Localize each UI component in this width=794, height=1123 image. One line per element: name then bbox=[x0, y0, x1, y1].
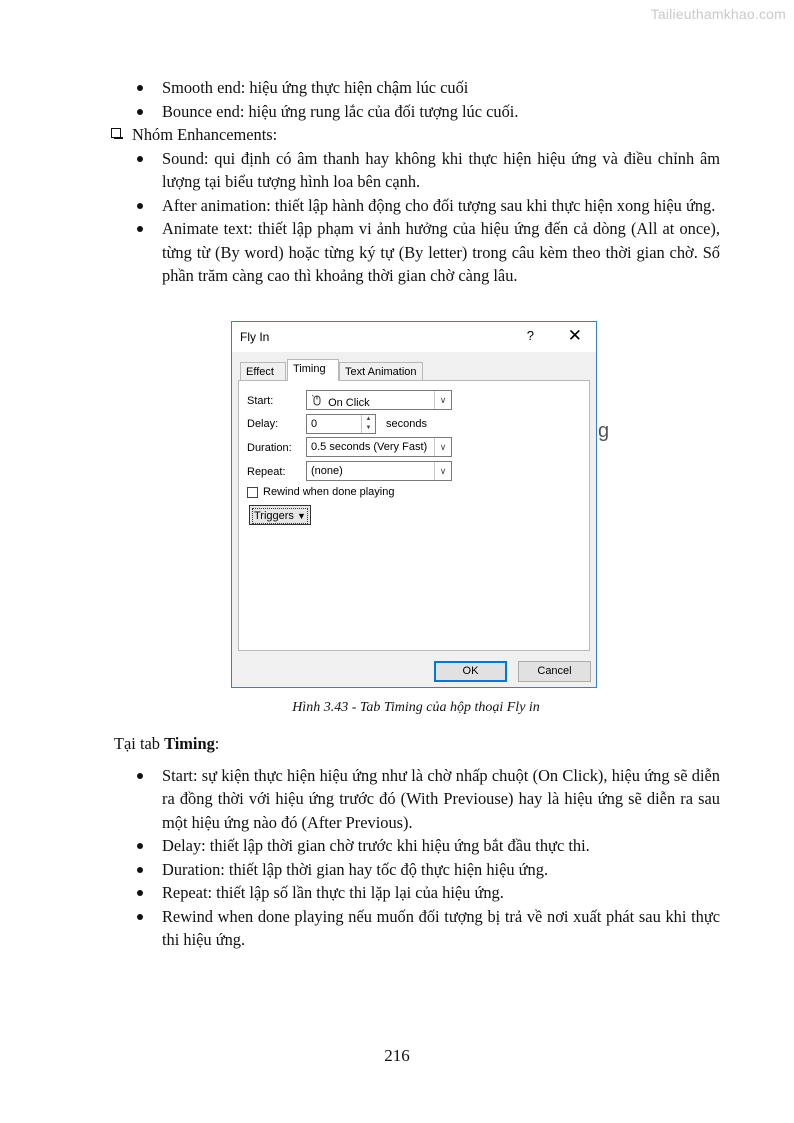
duration-select[interactable] bbox=[306, 437, 452, 457]
timing-intro-prefix: Tại tab bbox=[114, 734, 165, 753]
section-heading-text: Nhóm Enhancements: bbox=[132, 125, 278, 144]
dialog-title: Fly In bbox=[240, 330, 270, 344]
list-item: Delay: thiết lập thời gian chờ trước khi hiệu ứng bắt đầu thực thi. bbox=[110, 834, 720, 858]
list-item: Start: sự kiện thực hiện hiệu ứng như là chờ nhấp chuột (On Click), hiệu ứng sẽ diễn ra đồng thời với hiệu ứng trước đó (With Previouse) hay là hiệu ứng sẽ diễn ra sau một hiệu ứng nào đó (After Previous). bbox=[110, 764, 720, 835]
figure-caption: Hình 3.43 - Tab Timing của hộp thoại Fly in bbox=[292, 700, 540, 715]
delay-spinner[interactable] bbox=[306, 414, 376, 434]
list-item: After animation: thiết lập hành động cho đối tượng sau khi thực hiện xong hiệu ứng. bbox=[110, 194, 720, 218]
timing-section bbox=[114, 732, 720, 952]
chevron-down-icon[interactable]: ∨ bbox=[434, 438, 451, 456]
start-value bbox=[311, 394, 370, 409]
start-select[interactable] bbox=[306, 390, 452, 410]
start-label: Start: bbox=[247, 395, 274, 407]
tab-timing[interactable]: Timing bbox=[287, 359, 339, 381]
repeat-select[interactable] bbox=[306, 461, 452, 481]
delay-label: Delay: bbox=[247, 418, 279, 430]
list-item: Rewind when done playing nếu muốn đối tượng bị trả về nơi xuất phát sau khi thực thi hiệu ứng. bbox=[110, 905, 720, 952]
duration-value: 0.5 seconds (Very Fast) bbox=[311, 441, 428, 453]
list-item: Animate text: thiết lập phạm vi ảnh hưởng của hiệu ứng đến cả dòng (All at once), từng từ (By word) hoặc từng ký tự (By letter) trong câu kèm theo thời gian chờ. Số phần trăm càng cao thì khoảng thời gian chờ càng lâu. bbox=[110, 217, 720, 288]
chevron-down-icon[interactable]: ∨ bbox=[434, 462, 451, 480]
duration-label: Duration: bbox=[247, 442, 292, 454]
repeat-label: Repeat: bbox=[247, 466, 286, 478]
background-fragment: g bbox=[598, 420, 610, 442]
intro-section bbox=[110, 76, 720, 288]
mouse-click-icon bbox=[311, 394, 325, 409]
repeat-value: (none) bbox=[311, 465, 343, 477]
tab-effect[interactable]: Effect bbox=[240, 362, 286, 380]
delay-unit: seconds bbox=[386, 418, 427, 430]
spinner-arrows-icon[interactable]: ▲ ▼ bbox=[361, 415, 375, 433]
list-item: Sound: qui định có âm thanh hay không khi thực hiện hiệu ứng và điều chỉnh âm lượng tại biểu tượng hình loa bên cạnh. bbox=[110, 147, 720, 194]
title-bar bbox=[232, 322, 596, 352]
cancel-button[interactable]: Cancel bbox=[518, 661, 591, 682]
timing-panel bbox=[238, 380, 590, 651]
start-value-text: On Click bbox=[328, 397, 370, 409]
close-icon[interactable]: ✕ bbox=[567, 326, 582, 345]
fly-in-dialog bbox=[231, 321, 597, 688]
triggers-button[interactable] bbox=[249, 505, 311, 525]
delay-value: 0 bbox=[311, 418, 318, 430]
watermark: Tailieuthamkhao.com bbox=[650, 6, 786, 22]
ok-button[interactable]: OK bbox=[434, 661, 507, 682]
triggers-label: Triggers bbox=[254, 510, 294, 522]
timing-intro bbox=[114, 732, 720, 756]
timing-list bbox=[110, 764, 720, 952]
tab-text-animation[interactable]: Text Animation bbox=[339, 362, 423, 380]
checkbox-square-icon bbox=[111, 128, 121, 138]
list-item: Duration: thiết lập thời gian hay tốc độ thực hiện hiệu ứng. bbox=[110, 858, 720, 882]
section-heading bbox=[110, 123, 720, 147]
list-item: Repeat: thiết lập số lần thực thi lặp lại của hiệu ứng. bbox=[110, 881, 720, 905]
help-icon[interactable]: ? bbox=[526, 328, 534, 343]
enhancement-list bbox=[110, 147, 720, 288]
rewind-label: Rewind when done playing bbox=[263, 486, 395, 498]
chevron-down-icon[interactable]: ∨ bbox=[434, 391, 451, 409]
list-item: Bounce end: hiệu ứng rung lắc của đối tượng lúc cuối. bbox=[110, 100, 720, 124]
rewind-checkbox[interactable] bbox=[247, 487, 258, 498]
double-chevron-down-icon: ▼ bbox=[297, 511, 306, 521]
intro-list bbox=[110, 76, 720, 123]
list-item: Smooth end: hiệu ứng thực hiện chậm lúc cuối bbox=[110, 76, 720, 100]
timing-intro-suffix: : bbox=[214, 734, 220, 753]
page-number: 216 bbox=[384, 1046, 410, 1065]
triggers-inner bbox=[252, 508, 308, 524]
timing-intro-bold: Timing bbox=[164, 734, 215, 753]
